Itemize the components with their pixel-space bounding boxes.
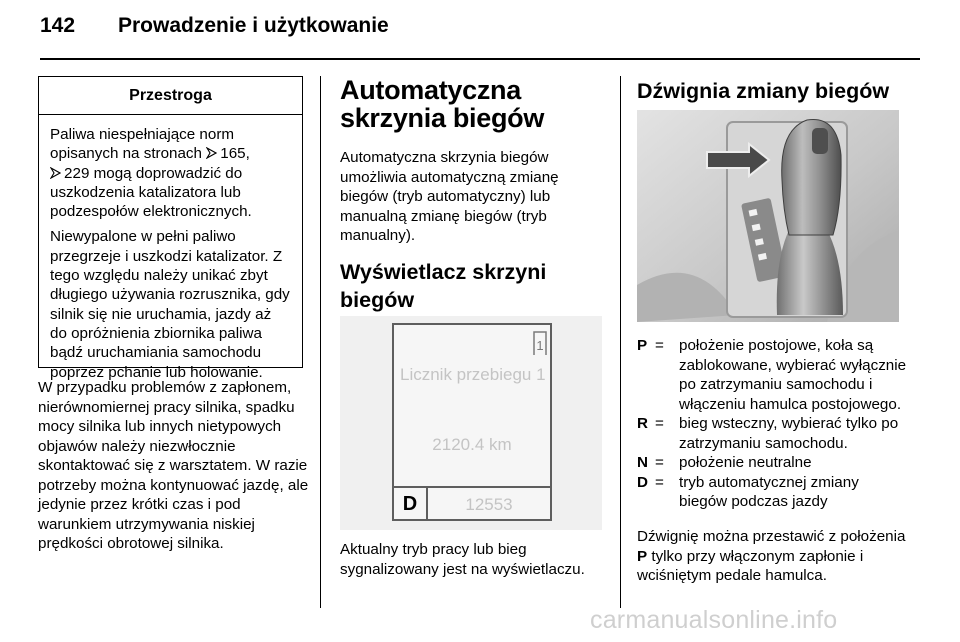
page-reference-link[interactable]: 165 xyxy=(220,145,246,163)
gear-key: P xyxy=(637,337,648,354)
heading-transmission-display: Wyświetlacz skrzyni biegów xyxy=(340,260,547,312)
caution-paragraph-1 xyxy=(50,125,291,221)
gear-position-r xyxy=(637,414,907,453)
lever-release-text xyxy=(637,527,907,586)
gear-description: położenie neutralne xyxy=(679,454,812,471)
column-divider-2 xyxy=(620,76,621,608)
caution-box xyxy=(38,76,303,381)
display-description-text: Aktualny tryb pracy lub bieg sygnalizowany jest na wyświetlaczu. xyxy=(340,541,585,578)
gear-eq: = xyxy=(655,473,664,491)
gear-position-n xyxy=(637,453,907,473)
lever-text: tylko przy włączonym zapłonie i wciśniętym pedale hamulca. xyxy=(637,547,864,584)
header-divider xyxy=(40,58,920,60)
page-reference-link[interactable]: 229 xyxy=(64,164,90,182)
caution-text: , xyxy=(245,145,250,163)
page-number: 142 xyxy=(40,14,76,37)
svg-text:1: 1 xyxy=(536,338,544,353)
column-divider-1 xyxy=(320,76,321,608)
gear-eq: = xyxy=(655,337,664,354)
trip-selector-icon xyxy=(533,330,547,356)
transmission-display-figure xyxy=(340,316,602,530)
gear-eq: = xyxy=(655,454,664,471)
lever-text: Dźwignię można przestawić z położenia xyxy=(637,528,906,545)
automatic-transmission-text: Automatyczna skrzynia biegów umożliwia automatyczną zmianę biegów (tryb automatyczny) lub manualną zmianę biegów (tryb manualny). xyxy=(340,149,559,244)
ignition-problems-text: W przypadku problemów z zapłonem, nierównomiernej pracy silnika, spadku mocy silnika lub innych nietypowych objawów należy niezwłocznie skontaktować się z warsztatem. W razie potrzeby można kontynuować jazdę, ale jedynie przez krótki czas i pod warunkiem utrzymywania niskiej prędkości obrotowej silnika. xyxy=(38,379,309,552)
gear-key: N xyxy=(637,454,648,471)
gear-positions-list xyxy=(637,336,907,512)
page-header xyxy=(40,14,920,60)
caution-body xyxy=(39,115,302,382)
gear-position-p xyxy=(637,336,907,414)
caution-text: Paliwa niespełniające norm opisanych na stronach xyxy=(50,126,235,163)
gear-description: bieg wsteczny, wybierać tylko po zatrzymaniu samochodu. xyxy=(679,415,899,452)
instrument-display xyxy=(392,323,552,521)
caution-title: Przestroga xyxy=(39,77,302,115)
gear-lever-illustration xyxy=(637,110,899,322)
gear-indicator: D xyxy=(394,488,428,521)
trip-label: Licznik przebiegu 1 xyxy=(400,365,546,384)
trip-value: 2120.4 km xyxy=(432,435,512,454)
page-title: Prowadzenie i użytkowanie xyxy=(118,14,389,37)
reference-arrow-icon xyxy=(206,145,217,162)
gear-description: położenie postojowe, koła są zablokowane, wybierać wyłącznie po zatrzymaniu samochodu i włączeniu hamulca postojowego. xyxy=(679,337,907,413)
odometer-value: 12553 xyxy=(465,495,513,514)
gear-description: tryb automatycznej zmiany biegów podczas jazdy xyxy=(679,473,859,510)
heading-gear-lever: Dźwignia zmiany biegów xyxy=(637,79,890,103)
gear-key: D xyxy=(637,473,648,491)
caution-paragraph-2: Niewypalone w pełni paliwo przegrzeje i uszkodzi katalizator. Z tego względu należy unikać zbyt długiego używania rozrusznika, gdy silnik się nie uruchamia, jazdy aż do opróżnienia zbiornika paliwa bądź uruchamiania samochodu poprzez pchanie lub holowanie. xyxy=(50,228,290,381)
gear-eq: = xyxy=(655,415,664,432)
gear-position-d xyxy=(637,473,907,512)
lever-text-bold: P xyxy=(637,547,648,565)
display-bottom-row xyxy=(394,486,550,519)
heading-automatic-transmission: Automatyczna skrzynia biegów xyxy=(340,75,545,133)
watermark: carmanualsonline.info xyxy=(590,606,838,634)
reference-arrow-icon xyxy=(50,165,61,182)
caution-text: mogą doprowadzić do uszkodzenia katalizatora lub podzespołów elektronicznych. xyxy=(50,164,252,221)
gear-key: R xyxy=(637,415,648,432)
